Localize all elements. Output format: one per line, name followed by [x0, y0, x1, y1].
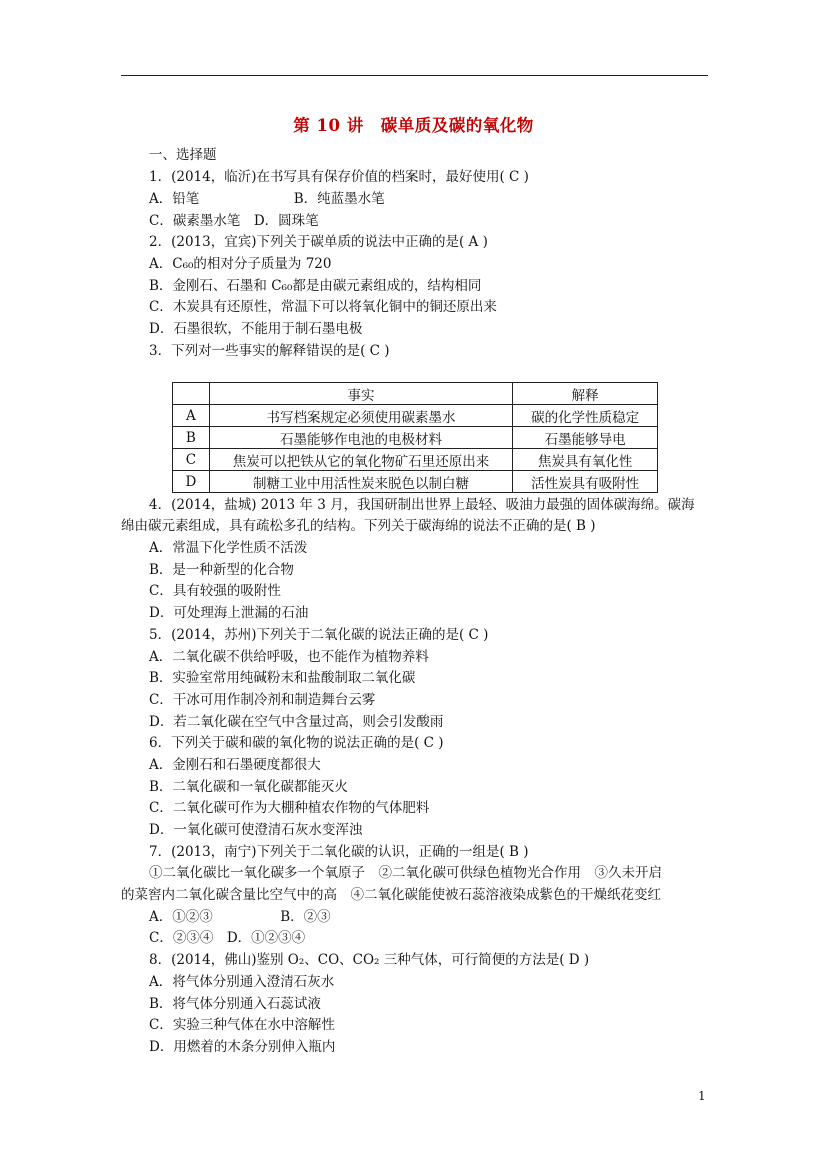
- table-cell: 焦炭可以把铁从它的氧化物矿石里还原出来: [209, 449, 512, 471]
- text-line: 2．(2013，宜宾)下列关于碳单质的说法中正确的是( A ): [149, 234, 488, 250]
- text-line: 6．下列关于碳和碳的氧化物的说法正确的是( C ): [149, 735, 444, 751]
- text-line: D．用燃着的木条分别伸入瓶内: [149, 1039, 336, 1055]
- text-line: A．金刚石和石墨硬度都很大: [149, 757, 321, 773]
- text-line: 8．(2014，佛山)鉴别 O₂、CO、CO₂ 三种气体，可行简便的方法是( D ): [149, 952, 590, 968]
- text-line: A．①②③ B．②③: [149, 909, 331, 925]
- facts-table: [172, 382, 658, 493]
- page-title: 第 10 讲 碳单质及碳的氧化物: [293, 116, 534, 135]
- table-cell: 石墨能够导电: [513, 427, 658, 449]
- table-cell: 石墨能够作电池的电极材料: [209, 427, 512, 449]
- page-number: 1: [698, 1089, 706, 1103]
- text-line: 7．(2013，南宁)下列关于二氧化碳的认识，正确的一组是( B ): [149, 844, 529, 860]
- text-line: 1．(2014，临沂)在书写具有保存价值的档案时，最好使用( C ): [149, 169, 529, 185]
- table-cell: 碳的化学性质稳定: [513, 405, 658, 427]
- header-rule: [121, 75, 708, 76]
- text-line: 4．(2014，盐城) 2013 年 3 月，我国研制出世界上最轻、吸油力最强的固体碳海绵。碳海: [149, 497, 695, 513]
- text-line: B．是一种新型的化合物: [149, 562, 294, 578]
- table-cell: 活性炭具有吸附性: [513, 471, 658, 493]
- text-line: C．干冰可用作制冷剂和制造舞台云雾: [149, 692, 376, 708]
- text-line: B．实验室常用纯碱粉末和盐酸制取二氧化碳: [149, 670, 416, 686]
- table-row: [173, 471, 658, 493]
- table-header-cell: [173, 383, 210, 405]
- table-cell: 制糖工业中用活性炭来脱色以制白糖: [209, 471, 512, 493]
- table-row: [173, 405, 658, 427]
- text-line: 3．下列对一些事实的解释错误的是( C ): [149, 343, 390, 359]
- text-line: D．石墨很软，不能用于制石墨电极: [149, 321, 363, 337]
- text-line: 5．(2014，苏州)下列关于二氧化碳的说法正确的是( C ): [149, 627, 489, 643]
- text-line: 的菜窖内二氧化碳含量比空气中的高 ④二氧化碳能使被石蕊溶液染成紫色的干燥纸花变红: [121, 887, 661, 903]
- text-line: A．二氧化碳不供给呼吸，也不能作为植物养料: [149, 649, 429, 665]
- section-heading: 一、选择题: [149, 147, 217, 163]
- text-line: A．将气体分别通入澄清石灰水: [149, 974, 335, 990]
- text-line: C．木炭具有还原性，常温下可以将氧化铜中的铜还原出来: [149, 299, 497, 315]
- text-line: C．二氧化碳可作为大棚种植农作物的气体肥料: [149, 800, 430, 816]
- text-line: ①二氧化碳比一氧化碳多一个氧原子 ②二氧化碳可供绿色植物光合作用 ③久未开启: [149, 865, 662, 881]
- text-line: C．具有较强的吸附性: [149, 583, 281, 599]
- table-cell: C: [173, 449, 210, 471]
- text-line: D．一氧化碳可使澄清石灰水变浑浊: [149, 822, 363, 838]
- table-cell: A: [173, 405, 210, 427]
- text-line: B．二氧化碳和一氧化碳都能灭火: [149, 779, 348, 795]
- text-line: 绵由碳元素组成，具有疏松多孔的结构。下列关于碳海绵的说法不正确的是( B ): [121, 518, 596, 534]
- text-line: A．C₆₀的相对分子质量为 720: [149, 256, 332, 272]
- table-row: [173, 449, 658, 471]
- text-line: B．金刚石、石墨和 C₆₀都是由碳元素组成的，结构相同: [149, 278, 482, 294]
- text-line: D．可处理海上泄漏的石油: [149, 605, 309, 621]
- table-cell: B: [173, 427, 210, 449]
- table-cell: D: [173, 471, 210, 493]
- text-line: A．常温下化学性质不活泼: [149, 540, 308, 556]
- text-line: C．②③④ D．①②③④: [149, 930, 306, 946]
- text-line: D．若二氧化碳在空气中含量过高，则会引发酸雨: [149, 714, 444, 730]
- table-header-row: [173, 383, 658, 405]
- table-cell: 书写档案规定必须使用碳素墨水: [209, 405, 512, 427]
- text-line: C．实验三种气体在水中溶解性: [149, 1017, 335, 1033]
- text-line: A．铅笔 B．纯蓝墨水笔: [149, 191, 385, 207]
- table-cell: 焦炭具有氧化性: [513, 449, 658, 471]
- table-row: [173, 427, 658, 449]
- text-line: C．碳素墨水笔 D．圆珠笔: [149, 213, 319, 229]
- table-header-cell: 事实: [209, 383, 512, 405]
- text-line: B．将气体分别通入石蕊试液: [149, 996, 321, 1012]
- table-header-cell: 解释: [513, 383, 658, 405]
